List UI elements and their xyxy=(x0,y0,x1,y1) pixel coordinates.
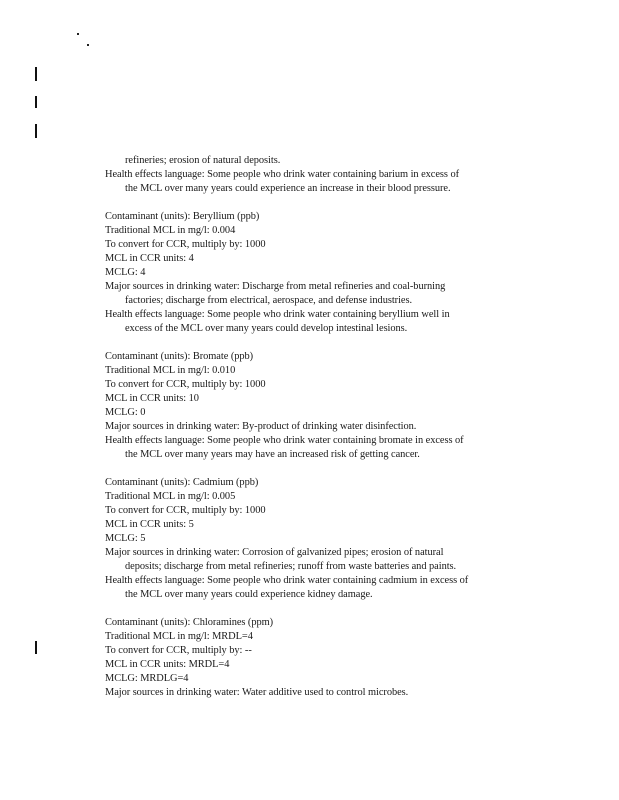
health-effects-line: the MCL over many years may have an increased risk of getting cancer. xyxy=(125,449,420,460)
convert-line: To convert for CCR, multiply by: -- xyxy=(105,645,252,656)
mclg-line: MCLG: MRDLG=4 xyxy=(105,673,189,684)
mcl-ccr-line: MCL in CCR units: 10 xyxy=(105,393,199,404)
bromate-block xyxy=(105,350,565,462)
scan-speck xyxy=(77,33,79,35)
mclg-line: MCLG: 5 xyxy=(105,533,146,544)
traditional-mcl-line: Traditional MCL in mg/l: 0.010 xyxy=(105,365,236,376)
scan-speck xyxy=(87,44,89,46)
margin-mark xyxy=(35,124,37,138)
sources-line: factories; discharge from electrical, aerospace, and defense industries. xyxy=(125,295,413,306)
health-effects-line: excess of the MCL over many years could develop intestinal lesions. xyxy=(125,323,408,334)
contaminant-line: Contaminant (units): Cadmium (ppb) xyxy=(105,477,259,488)
sources-line: Major sources in drinking water: By-product of drinking water disinfection. xyxy=(105,421,417,432)
text-line: refineries; erosion of natural deposits. xyxy=(125,155,281,166)
margin-mark xyxy=(35,641,37,654)
mclg-line: MCLG: 4 xyxy=(105,267,146,278)
margin-mark xyxy=(35,96,37,108)
cadmium-block xyxy=(105,476,565,602)
traditional-mcl-line: Traditional MCL in mg/l: 0.004 xyxy=(105,225,236,236)
health-effects-line: Health effects language: Some people who drink water containing beryllium well in xyxy=(105,309,450,320)
beryllium-block xyxy=(105,210,565,336)
mcl-ccr-line: MCL in CCR units: 4 xyxy=(105,253,194,264)
sources-line: Major sources in drinking water: Water additive used to control microbes. xyxy=(105,687,409,698)
traditional-mcl-line: Traditional MCL in mg/l: 0.005 xyxy=(105,491,236,502)
convert-line: To convert for CCR, multiply by: 1000 xyxy=(105,239,266,250)
document-body xyxy=(105,154,565,700)
mcl-ccr-line: MCL in CCR units: MRDL=4 xyxy=(105,659,230,670)
mclg-line: MCLG: 0 xyxy=(105,407,146,418)
health-effects-line: the MCL over many years could experience kidney damage. xyxy=(125,589,373,600)
health-effects-line: Health effects language: Some people who drink water containing cadmium in excess of xyxy=(105,575,469,586)
text-line: the MCL over many years could experience an increase in their blood pressure. xyxy=(125,183,451,194)
contaminant-line: Contaminant (units): Beryllium (ppb) xyxy=(105,211,260,222)
health-effects-line: Health effects language: Some people who drink water containing bromate in excess of xyxy=(105,435,464,446)
mcl-ccr-line: MCL in CCR units: 5 xyxy=(105,519,194,530)
health-effects-line: Health effects language: Some people who drink water containing barium in excess of xyxy=(105,169,460,180)
contaminant-line: Contaminant (units): Chloramines (ppm) xyxy=(105,617,274,628)
convert-line: To convert for CCR, multiply by: 1000 xyxy=(105,505,266,516)
convert-line: To convert for CCR, multiply by: 1000 xyxy=(105,379,266,390)
chloramines-block xyxy=(105,616,565,700)
sources-line: deposits; discharge from metal refineries; runoff from waste batteries and paints. xyxy=(125,561,457,572)
intro-block xyxy=(105,154,565,196)
margin-mark xyxy=(35,67,37,81)
sources-line: Major sources in drinking water: Discharge from metal refineries and coal-burning xyxy=(105,281,446,292)
contaminant-line: Contaminant (units): Bromate (ppb) xyxy=(105,351,254,362)
traditional-mcl-line: Traditional MCL in mg/l: MRDL=4 xyxy=(105,631,253,642)
sources-line: Major sources in drinking water: Corrosion of galvanized pipes; erosion of natural xyxy=(105,547,444,558)
